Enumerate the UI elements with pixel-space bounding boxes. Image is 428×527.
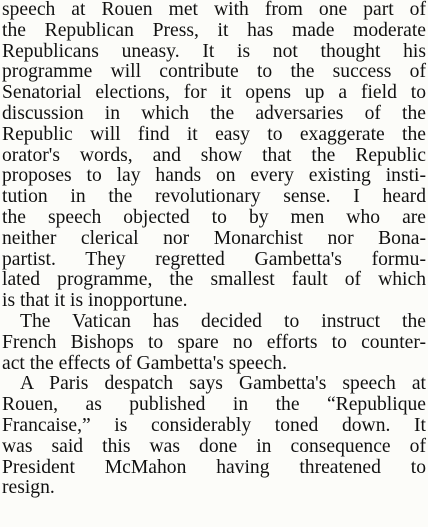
text-line: Senatorial elections, for it opens up a field to	[2, 82, 426, 104]
text-line: Francaise,” is considerably toned down. It	[2, 414, 426, 436]
text-line: A Paris despatch says Gambetta's speech at	[20, 373, 426, 395]
text-line: orator's words, and show that the Republic	[2, 144, 426, 166]
text-line: was said this was done in consequence of	[2, 435, 426, 457]
text-line: President McMahon having threatened to	[2, 456, 426, 478]
text-line: is that it is inopportune.	[2, 290, 188, 312]
text-line: The Vatican has decided to instruct the	[20, 310, 426, 332]
text-line: act the effects of Gambetta's speech.	[2, 352, 287, 374]
text-line: speech at Rouen met with from one part of	[2, 0, 426, 20]
text-line: lated programme, the smallest fault of which	[2, 269, 426, 291]
text-line: resign.	[2, 477, 55, 499]
paragraph-paris-despatch	[2, 374, 426, 499]
text-line: proposes to lay hands on every existing insti-	[2, 165, 426, 187]
text-line: partist. They regretted Gambetta's formu-	[2, 248, 426, 270]
text-line: Rouen, as published in the “Republique	[2, 394, 426, 416]
paragraph-rouen-speech	[2, 0, 426, 312]
text-line: the Republican Press, it has made moderate	[2, 19, 426, 41]
text-line: discussion in which the adversaries of the	[2, 102, 426, 124]
text-line: tution in the revolutionary sense. I heard	[2, 186, 426, 208]
text-line: the speech objected to by men who are	[2, 206, 426, 228]
text-line: neither clerical nor Monarchist nor Bona-	[2, 227, 426, 249]
text-line: programme will contribute to the success of	[2, 61, 426, 83]
text-line: Republicans uneasy. It is not thought his	[2, 40, 426, 62]
article-text	[2, 0, 426, 499]
text-line: Republic will find it easy to exaggerate the	[2, 123, 426, 145]
paragraph-vatican	[2, 312, 426, 374]
text-line: French Bishops to spare no efforts to counter-	[2, 331, 426, 353]
